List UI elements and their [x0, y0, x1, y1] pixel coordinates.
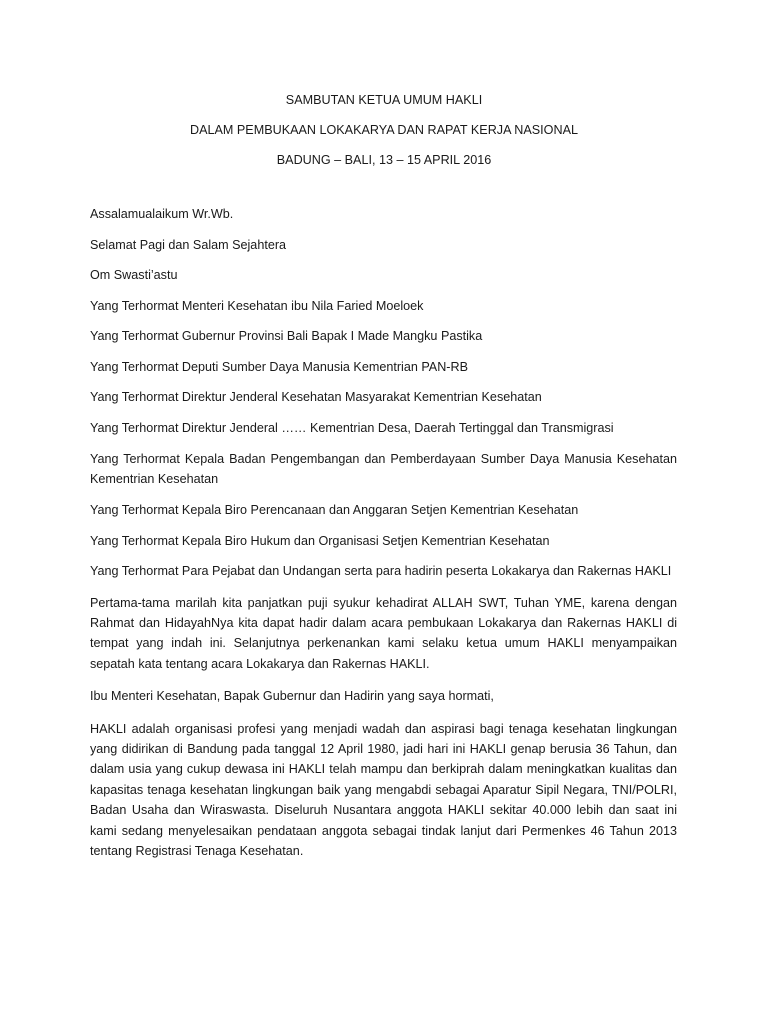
paragraph-address: Ibu Menteri Kesehatan, Bapak Gubernur dan Hadirin yang saya hormati, — [90, 689, 494, 704]
document-title — [0, 91, 768, 181]
title-line-2: DALAM PEMBUKAAN LOKAKARYA DAN RAPAT KERJA NASIONAL — [190, 123, 578, 137]
greeting-gubernur-bali: Yang Terhormat Gubernur Provinsi Bali Bapak I Made Mangku Pastika — [90, 329, 483, 343]
paragraph-hakli-profile: HAKLI adalah organisasi profesi yang menjadi wadah dan aspirasi bagi tenaga kesehatan lingkungan yang didirikan di Bandung pada tanggal 12 April 1980, jadi hari ini HAKLI genap berusia 36 Tahun, dan dalam usia yang cukup dewasa ini HAKLI telah mampu dan berkiprah dalam meningkatkan kualitas dan kapasitas tenaga kesehatan lingkungan baik yang mengabdi sebagai Aparatur Sipil Negara, TNI/POLRI, Badan Usaha dan Wiraswasta. Diseluruh Nusantara anggota HAKLI sekitar 40.000 lebih dan saat ini kami sedang menyelesaikan pendataan anggota sebagai tindak lanjut dari Permenkes 46 Tahun 2013 tentang Registrasi Tenaga Kesehatan. — [90, 721, 677, 858]
greeting-salam: Assalamualaikum Wr.Wb. — [90, 207, 234, 221]
greeting-menteri-kesehatan: Yang Terhormat Menteri Kesehatan ibu Nila Faried Moeloek — [90, 298, 424, 313]
greeting-kepala-badan: Yang Terhormat Kepala Badan Pengembangan dan Pemberdayaan Sumber Daya Manusia Kesehatan Kementrian Kesehatan — [90, 452, 677, 486]
title-line-1: SAMBUTAN KETUA UMUM HAKLI — [285, 93, 483, 107]
document-body — [90, 205, 677, 873]
greeting-dirjen-desa: Yang Terhormat Direktur Jenderal …… Kementrian Desa, Daerah Tertinggal dan Transmigrasi — [90, 420, 614, 435]
paragraph-opening: Pertama-tama marilah kita panjatkan puji syukur kehadirat ALLAH SWT, Tuhan YME, karena dengan Rahmat dan HidayahNya kita dapat hadir dalam acara pembukaan Lokakarya dan Rakernas HAKLI di tempat yang indah ini. Selanjutnya perkenankan kami selaku ketua umum HAKLI menyampaikan sepatah kata tentang acara Lokakarya dan Rakernas HAKLI. — [90, 595, 677, 671]
greeting-para-pejabat: Yang Terhormat Para Pejabat dan Undangan serta para hadirin peserta Lokakarya dan Rakernas HAKLI — [90, 564, 672, 578]
greeting-biro-hukum: Yang Terhormat Kepala Biro Hukum dan Organisasi Setjen Kementrian Kesehatan — [90, 533, 550, 548]
greeting-deputi-sdm: Yang Terhormat Deputi Sumber Daya Manusia Kementrian PAN-RB — [90, 359, 468, 374]
title-line-3: BADUNG – BALI, 13 – 15 APRIL 2016 — [276, 153, 492, 167]
greeting-biro-perencanaan: Yang Terhormat Kepala Biro Perencanaan dan Anggaran Setjen Kementrian Kesehatan — [90, 503, 579, 517]
greeting-selamat-pagi: Selamat Pagi dan Salam Sejahtera — [90, 237, 287, 252]
greeting-dirjen-kesmas: Yang Terhormat Direktur Jenderal Kesehatan Masyarakat Kementrian Kesehatan — [90, 390, 542, 404]
greeting-om-swastiastu: Om Swasti’astu — [90, 268, 178, 282]
